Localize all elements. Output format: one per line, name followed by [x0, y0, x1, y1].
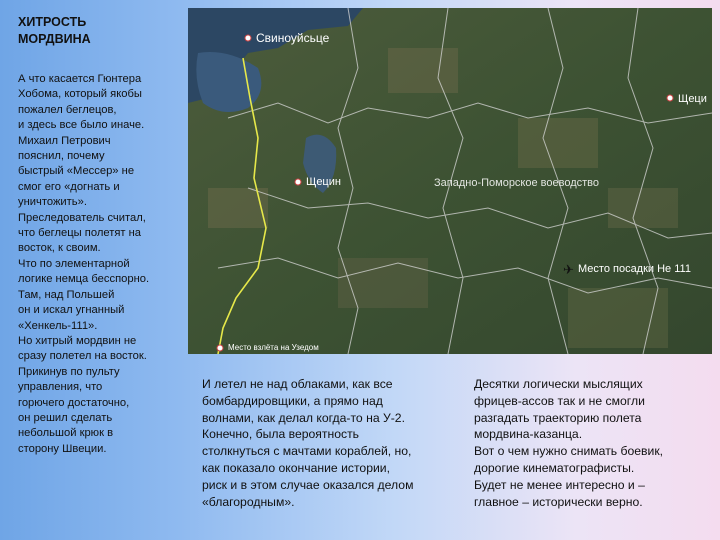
label-svinoujscie: Свиноуйсьце [256, 31, 330, 45]
right-text-column: Десятки логически мыслящих фрицев-ассов так и не смогли разгадать траекторию полета мордвина-казанца. Вот о чем нужно снимать боевик, дорогие кинематографисты. Будет не менее интересно и – главное – исторически верно. [474, 377, 664, 509]
left-text-block: А что касается Гюнтера Хобома, который якобы пожалел беглецов, и здесь все было иначе. Михаил Петрович пояснил, почему быстрый «Мессер» не смог его «догнать и уничтожить». Преследователь считал, что беглецы полетят на восток, к своим. Что по элементарной логике немца бесспорно. Там, над Польшей он и искал угнанный «Хенкель-111». Но хитрый мордвин не сразу полетел на восток. Прикинув по пульту управления, что горючего достаточно, он решил сделать небольшой крюк в сторону Швеции. [18, 73, 150, 455]
satellite-map [188, 8, 712, 354]
svg-text:✈: ✈ [563, 262, 574, 277]
label-voivodeship: Западно-Поморское воеводство [434, 177, 600, 189]
label-szczecin: Щецин [306, 176, 341, 188]
label-landing: Место посадки Не 111 [578, 263, 691, 275]
label-start: Место взлёта на Узедом [228, 343, 319, 352]
middle-text-column: И летел не над облаками, как все бомбардировщики, а прямо над волнами, как делал когда-то на У-2. Конечно, была вероятность столкнуться с мачтами кораблей, но, как показало окончание истории, риск и в этом случае оказался делом «благородным». [202, 377, 414, 509]
label-szczecin-right: Щеци [678, 93, 707, 105]
map-canvas [188, 8, 712, 354]
page-title: ХИТРОСТЬ МОРДВИНА [18, 15, 91, 46]
